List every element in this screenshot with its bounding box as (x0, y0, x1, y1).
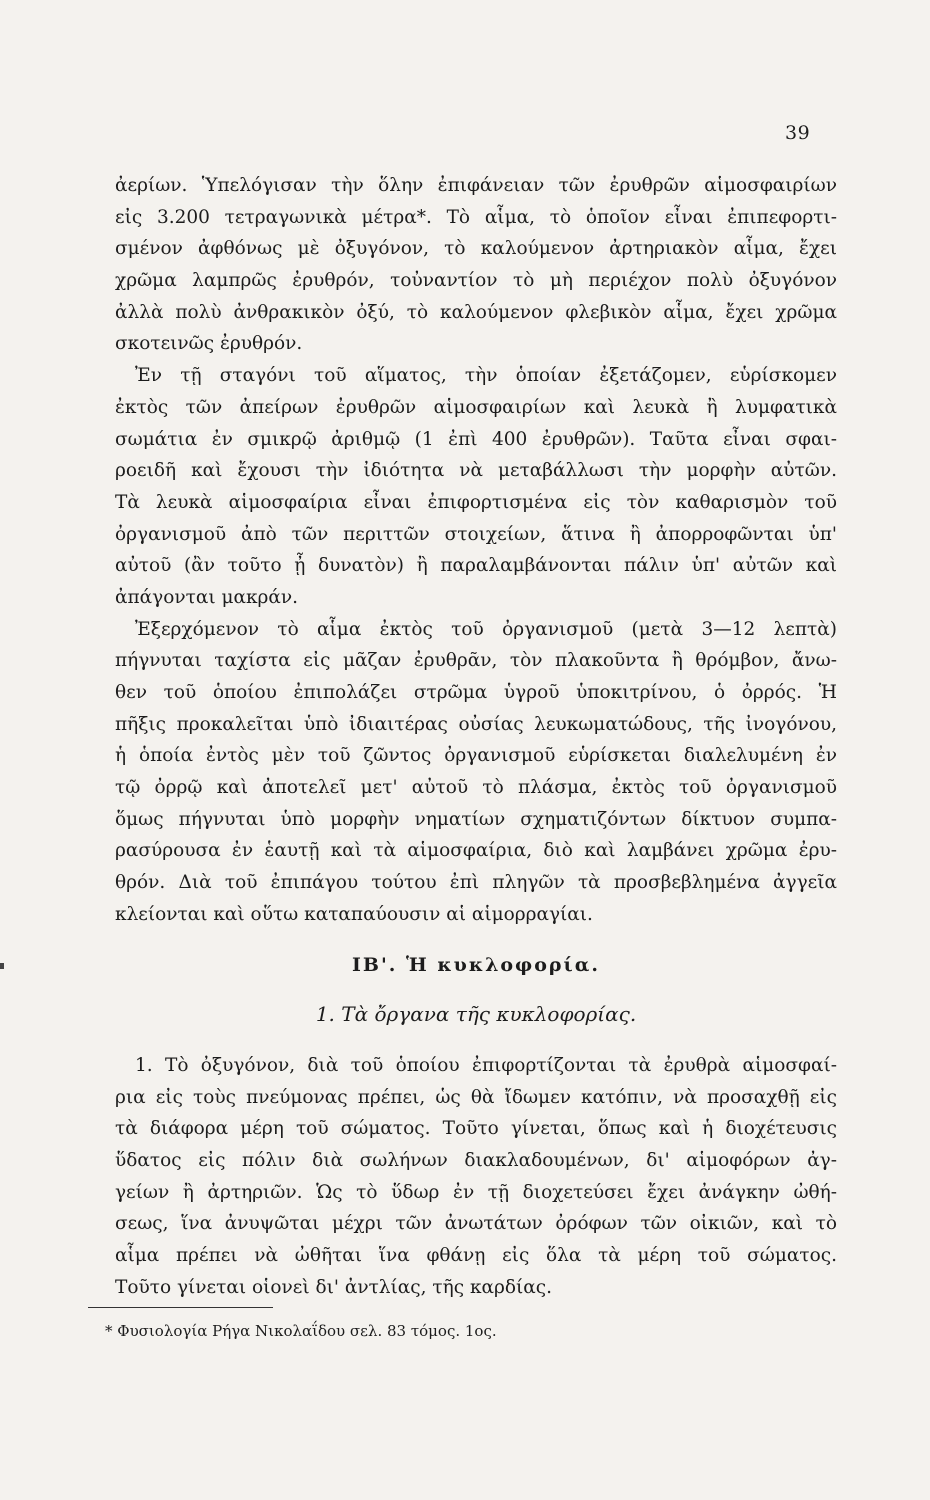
text-line: σωμάτια ἐν σμικρῷ ἀριθμῷ (1 ἐπὶ 400 ἐρυθρῶν). Ταῦτα εἶναι σφαι- (115, 428, 837, 450)
text-line: σμένον ἀφθόνως μὲ ὀξυγόνον, τὸ καλούμενον ἀρτηριακὸν αἷμα, ἔχει (115, 238, 837, 260)
text-line: ρια εἰς τοὺς πνεύμονας πρέπει, ὡς θὰ ἴδωμεν κατόπιν, νὰ προσαχθῇ εἰς (115, 1086, 837, 1108)
text-line: ἀπάγονται μακράν. (115, 586, 299, 608)
footnote: * Φυσιολογία Ρήγα Νικολαΐδου σελ. 83 τόμος. 1ος. (105, 1322, 497, 1340)
text-line: σεως, ἵνα ἀνυψῶται μέχρι τῶν ἀνωτάτων ὀρόφων τῶν οἰκιῶν, καὶ τὸ (115, 1213, 837, 1235)
text-line: σκοτεινῶς ἐρυθρόν. (115, 333, 303, 355)
text-line: ροειδῆ καὶ ἔχουσι τὴν ἰδιότητα νὰ μεταβάλλωσι τὴν μορφὴν αὐτῶν. (115, 460, 837, 482)
text-line: ἀερίων. Ὑπελόγισαν τὴν ὅλην ἐπιφάνειαν τῶν ἐρυθρῶν αἱμοσφαιρίων (115, 175, 837, 196)
page-number: 39 (785, 122, 811, 144)
text-line: πῆξις προκαλεῖται ὑπὸ ἰδιαιτέρας οὐσίας λευκωματώδους, τῆς ἰνογόνου, (115, 713, 837, 735)
body-text-lower (115, 1050, 837, 1304)
text-line: ὅμως πήγνυται ὑπὸ μορφὴν νηματίων σχηματιζόντων δίκτυον συμπα- (115, 808, 837, 830)
text-line: γείων ἢ ἀρτηριῶν. Ὡς τὸ ὕδωρ ἐν τῇ διοχετεύσει ἔχει ἀνάγκην ὠθή- (115, 1181, 837, 1203)
text-line: τὰ διάφορα μέρη τοῦ σώματος. Τοῦτο γίνεται, ὅπως καὶ ἡ διοχέτευσις (115, 1118, 837, 1140)
text-line: τῷ ὀρρῷ καὶ ἀποτελεῖ μετ' αὐτοῦ τὸ πλάσμα, ἐκτὸς τοῦ ὀργανισμοῦ (115, 777, 837, 799)
sub-heading: 1. Τὰ ὄργανα τῆς κυκλοφορίας. (315, 1002, 637, 1026)
text-line: Ἐν τῇ σταγόνι τοῦ αἵματος, τὴν ὁποίαν ἐξετάζομεν, εὑρίσκομεν (135, 365, 837, 387)
text-line: ἡ ὁποία ἐντὸς μὲν τοῦ ζῶντος ὀργανισμοῦ εὑρίσκεται διαλελυμένη ἐν (115, 745, 837, 767)
text-line: εἰς 3.200 τετραγωνικὰ μέτρα*. Τὸ αἷμα, τὸ ὁποῖον εἶναι ἐπιπεφορτι- (115, 206, 837, 228)
text-line: Ἐξερχόμενον τὸ αἷμα ἐκτὸς τοῦ ὀργανισμοῦ (μετὰ 3—12 λεπτὰ) (135, 618, 837, 640)
text-line: Τὰ λευκὰ αἱμοσφαίρια εἶναι ἐπιφορτισμένα εἰς τὸν καθαρισμὸν τοῦ (115, 491, 837, 513)
text-line: αἷμα πρέπει νὰ ὠθῆται ἵνα φθάνῃ εἰς ὅλα τὰ μέρη τοῦ σώματος. (115, 1245, 837, 1267)
text-line: ὀργανισμοῦ ἀπὸ τῶν περιττῶν στοιχείων, ἅτινα ἢ ἀπορροφῶνται ὑπ' (115, 523, 837, 545)
text-line: Τοῦτο γίνεται οἱονεὶ δι' ἀντλίας, τῆς καρδίας. (115, 1276, 553, 1298)
text-line: ρασύρουσα ἐν ἑαυτῇ καὶ τὰ αἱμοσφαίρια, διὸ καὶ λαμβάνει χρῶμα ἐρυ- (115, 840, 837, 862)
text-line: θεν τοῦ ὁποίου ἐπιπολάζει στρῶμα ὑγροῦ ὑποκιτρίνου, ὁ ὀρρός. Ἡ (115, 682, 837, 703)
text-line: θρόν. Διὰ τοῦ ἐπιπάγου τούτου ἐπὶ πληγῶν τὰ προσβεβλημένα ἀγγεῖα (115, 872, 837, 894)
text-line: ἀλλὰ πολὺ ἀνθρακικὸν ὀξύ, τὸ καλούμενον φλεβικὸν αἷμα, ἔχει χρῶμα (115, 301, 837, 323)
footnote-rule (88, 1307, 273, 1308)
text-line: ὕδατος εἰς πόλιν διὰ σωλήνων διακλαδουμένων, δι' αἱμοφόρων ἀγ- (115, 1150, 837, 1172)
text-line: πήγνυται ταχίστα εἰς μᾶζαν ἐρυθρᾶν, τὸν πλακοῦντα ἢ θρόμβον, ἄνω- (115, 650, 837, 672)
text-line: κλείονται καὶ οὕτω καταπαύουσιν αἱ αἱμορραγίαι. (115, 903, 593, 925)
text-line: 1. Τὸ ὀξυγόνον, διὰ τοῦ ὁποίου ἐπιφορτίζονται τὰ ἐρυθρὰ αἱμοσφαί- (135, 1055, 837, 1076)
body-text-upper (115, 170, 837, 931)
text-line: χρῶμα λαμπρῶς ἐρυθρόν, τοὐναντίον τὸ μὴ περιέχον πολὺ ὀξυγόνον (115, 270, 837, 292)
scan-speck (0, 963, 4, 969)
text-line: ἐκτὸς τῶν ἀπείρων ἐρυθρῶν αἱμοσφαιρίων καὶ λευκὰ ἢ λυμφατικὰ (115, 396, 837, 418)
text-line: αὐτοῦ (ἂν τοῦτο ᾖ δυνατὸν) ἢ παραλαμβάνονται πάλιν ὑπ' αὐτῶν καὶ (115, 555, 837, 577)
section-heading: ΙΒ'. Ἡ κυκλοφορία. (352, 954, 600, 976)
